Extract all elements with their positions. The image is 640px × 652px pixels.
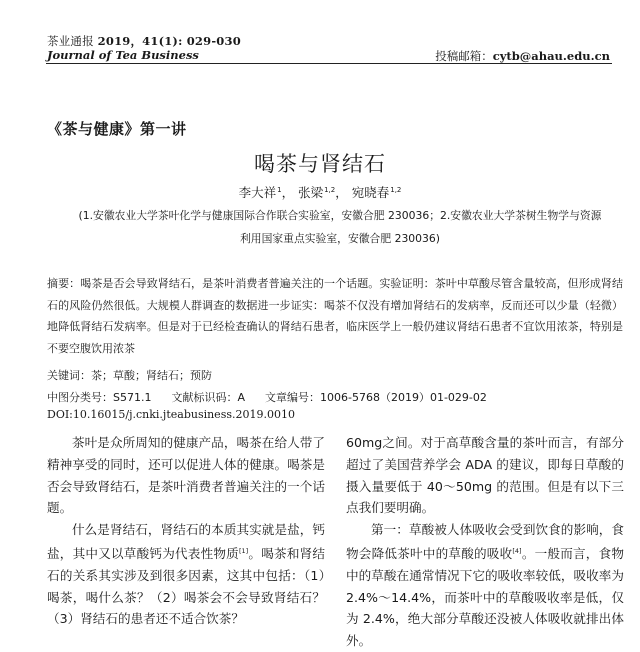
journal-name-en: Journal of Tea Business <box>47 48 199 62</box>
body-paragraph <box>47 432 325 519</box>
body-paragraph <box>47 519 325 630</box>
affiliations <box>52 204 628 250</box>
article-number: 文章编号：1006-5768（2019）01-029-02 <box>265 391 487 404</box>
submission-email <box>435 48 610 64</box>
citation-ref[interactable]: [4] <box>512 546 522 555</box>
author-separator: ， <box>281 185 295 200</box>
series-title: 《茶与健康》第一讲 <box>47 120 187 138</box>
paragraph-text: 。喝茶和肾结石的关系其实涉及到很多因素，这其中包括：（1）喝茶，喝什么茶？（2）喝茶会不会导致肾结石？（3）肾结石的患者还不适合饮茶？ <box>47 545 326 627</box>
author-name: 宛晓春 <box>351 185 390 200</box>
author-separator: ， <box>335 185 348 200</box>
body-column-left <box>47 432 325 630</box>
journal-name-cn: 茶业通报 <box>47 34 94 48</box>
paragraph-text: 茶叶是众所周知的健康产品，喝茶在给人带了精神享受的同时，还可以促进人体的健康。喝茶是否会导致肾结石，是茶叶消费者普遍关注的一个话题。 <box>47 435 325 516</box>
header-rule <box>46 63 612 64</box>
author-affiliation-mark: 1 <box>277 186 282 194</box>
body-paragraph <box>346 519 624 652</box>
affiliation-line: 利用国家重点实验室，安徽合肥 230036) <box>239 232 440 245</box>
author-affiliation-mark: 1,2 <box>324 186 336 194</box>
paragraph-text: 什么是肾结石，肾结石的本质其实就是盐，钙盐，其中又以草酸钙为代表性物质 <box>47 522 325 561</box>
author-name: 张梁 <box>298 185 324 200</box>
classification-line <box>47 389 487 405</box>
affiliation-line: (1.安徽农业大学茶叶化学与健康国际合作联合实验室，安徽合肥 230036；2.安徽农业大学茶树生物学与资源 <box>78 209 602 222</box>
abstract: 摘要：喝茶是否会导致肾结石，是茶叶消费者普遍关注的一个话题。实验证明：茶叶中草酸尽管含量较高，但形成肾结石的风险仍然很低。大规模人群调查的数据进一步证实：喝茶不仅没有增加肾结石的发病率，反而还可以少量（轻微）地降低肾结石发病率。但是对于已经检查确认的肾结石患者，临床医学上一般仍建议肾结石患者不宜饮用浓茶，特别是不要空腹饮用浓茶 <box>47 277 623 355</box>
body-paragraph <box>346 432 624 519</box>
article-title: 喝茶与肾结石 <box>254 152 386 176</box>
journal-citation: 2019，41(1): 029-030 <box>97 34 241 48</box>
author-name: 李大祥 <box>238 185 277 200</box>
document-code: 文献标识码：A <box>171 391 246 404</box>
journal-header <box>47 34 241 62</box>
email-address[interactable]: cytb@ahau.edu.cn <box>492 49 610 63</box>
paragraph-text: 。一般而言，食物中的草酸在通常情况下它的吸收率较低，吸收率为 2.4%～14.4%，而茶叶中的草酸吸收率是低，仅为 2.4%，绝大部分草酸还没被人体吸收就排出体外。 <box>346 545 625 649</box>
author-affiliation-mark: 1,2 <box>390 186 402 194</box>
body-column-right <box>346 432 624 652</box>
citation-ref[interactable]: [1] <box>239 546 249 555</box>
email-label: 投稿邮箱： <box>435 49 493 63</box>
doi[interactable]: DOI:10.16015/j.cnki.jteabusiness.2019.0010 <box>47 408 295 421</box>
author-list <box>0 183 640 201</box>
paragraph-text: 60mg之间。对于高草酸含量的茶叶而言，有部分超过了美国营养学会 ADA 的建议，即每日草酸的摄入量要低于 40～50mg 的范围。但是有以下三点我们要明确。 <box>346 435 624 516</box>
paragraph-text: 第一：草酸被人体吸收会受到饮食的影响，食物会降低茶叶中的草酸的吸收 <box>346 522 624 561</box>
clc-number: 中图分类号：S571.1 <box>47 391 152 404</box>
keywords: 关键词：茶；草酸；肾结石；预防 <box>47 369 212 382</box>
